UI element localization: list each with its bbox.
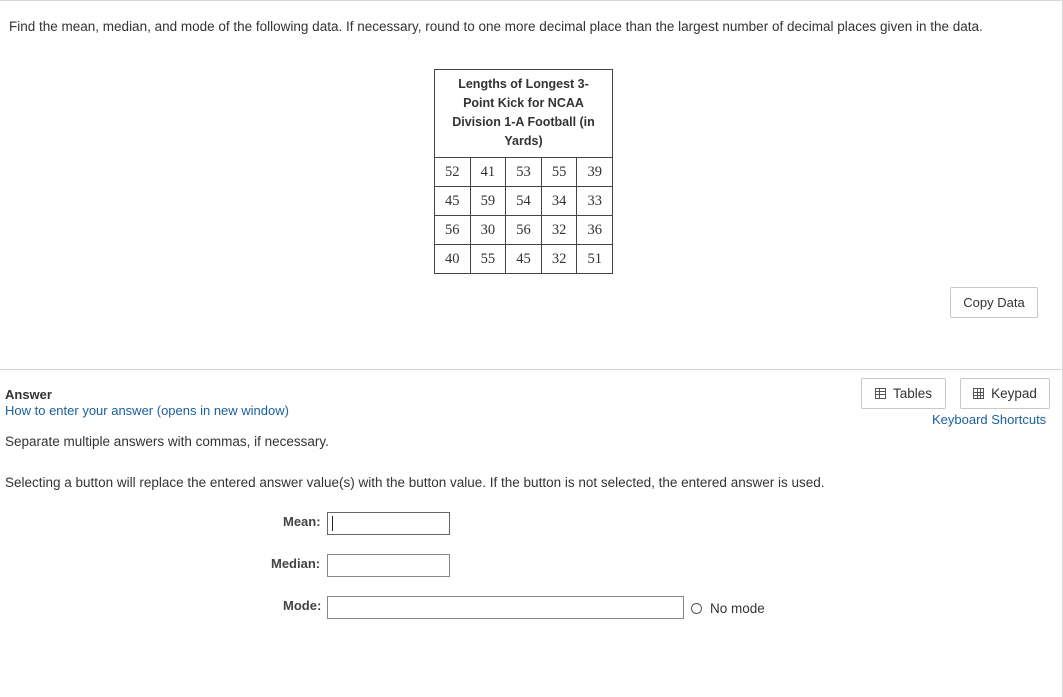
- tables-button-label: Tables: [892, 386, 933, 401]
- text-caret: [332, 516, 333, 531]
- table-caption-line: Yards): [504, 134, 543, 148]
- separate-answers-note: Separate multiple answers with commas, if necessary.: [5, 434, 329, 449]
- table-cell: 40: [435, 245, 471, 274]
- table-caption-line: Division 1-A Football (in: [452, 115, 595, 129]
- radio-unchecked-icon[interactable]: [691, 603, 702, 614]
- table-cell: 56: [435, 216, 471, 245]
- table-cell: 33: [577, 187, 613, 216]
- table-cell: 32: [541, 245, 577, 274]
- table-cell: 45: [435, 187, 471, 216]
- mode-label: Mode:: [283, 598, 322, 613]
- table-cell: 56: [506, 216, 542, 245]
- table-cell: 55: [541, 158, 577, 187]
- mode-input[interactable]: [327, 596, 684, 619]
- table-caption-line: Point Kick for NCAA: [463, 96, 584, 110]
- table-cell: 41: [470, 158, 506, 187]
- how-to-enter-answer-link[interactable]: How to enter your answer (opens in new window): [5, 403, 289, 418]
- mean-label: Mean:: [283, 514, 321, 529]
- table-cell: 39: [577, 158, 613, 187]
- question-prompt: Find the mean, median, and mode of the following data. If necessary, round to one more decimal place than the largest number of decimal places given in the data.: [9, 19, 983, 34]
- keypad-button[interactable]: [960, 378, 1050, 409]
- table-cell: 34: [541, 187, 577, 216]
- table-cell: 52: [435, 158, 471, 187]
- table-caption-line: Lengths of Longest 3-: [458, 77, 589, 91]
- table-row: [435, 187, 613, 216]
- keypad-button-label: Keypad: [991, 386, 1037, 401]
- no-mode-radio[interactable]: [691, 601, 765, 616]
- table-row: [435, 216, 613, 245]
- median-input[interactable]: [327, 554, 450, 577]
- data-table-container: [434, 69, 613, 274]
- table-cell: 59: [470, 187, 506, 216]
- copy-data-button[interactable]: Copy Data: [950, 287, 1038, 318]
- table-row: [435, 158, 613, 187]
- table-row: [435, 245, 613, 274]
- table-grid-icon: [875, 388, 886, 399]
- table-cell: 36: [577, 216, 613, 245]
- keypad-grid-icon: [973, 388, 984, 399]
- no-mode-label: No mode: [710, 601, 765, 616]
- table-cell: 51: [577, 245, 613, 274]
- table-cell: 30: [470, 216, 506, 245]
- table-caption: [434, 69, 613, 157]
- table-cell: 32: [541, 216, 577, 245]
- section-divider: [0, 369, 1062, 370]
- keyboard-shortcuts-link[interactable]: Keyboard Shortcuts: [932, 412, 1047, 427]
- tables-button[interactable]: [861, 378, 946, 409]
- table-cell: 55: [470, 245, 506, 274]
- table-cell: 54: [506, 187, 542, 216]
- table-cell: 53: [506, 158, 542, 187]
- answer-heading: Answer: [5, 387, 52, 402]
- data-table: [434, 157, 613, 274]
- mean-input[interactable]: [327, 512, 450, 535]
- table-cell: 45: [506, 245, 542, 274]
- selecting-button-note: Selecting a button will replace the entered answer value(s) with the button value. If the button is not selected, the entered answer is used.: [5, 475, 825, 490]
- median-label: Median:: [271, 556, 321, 571]
